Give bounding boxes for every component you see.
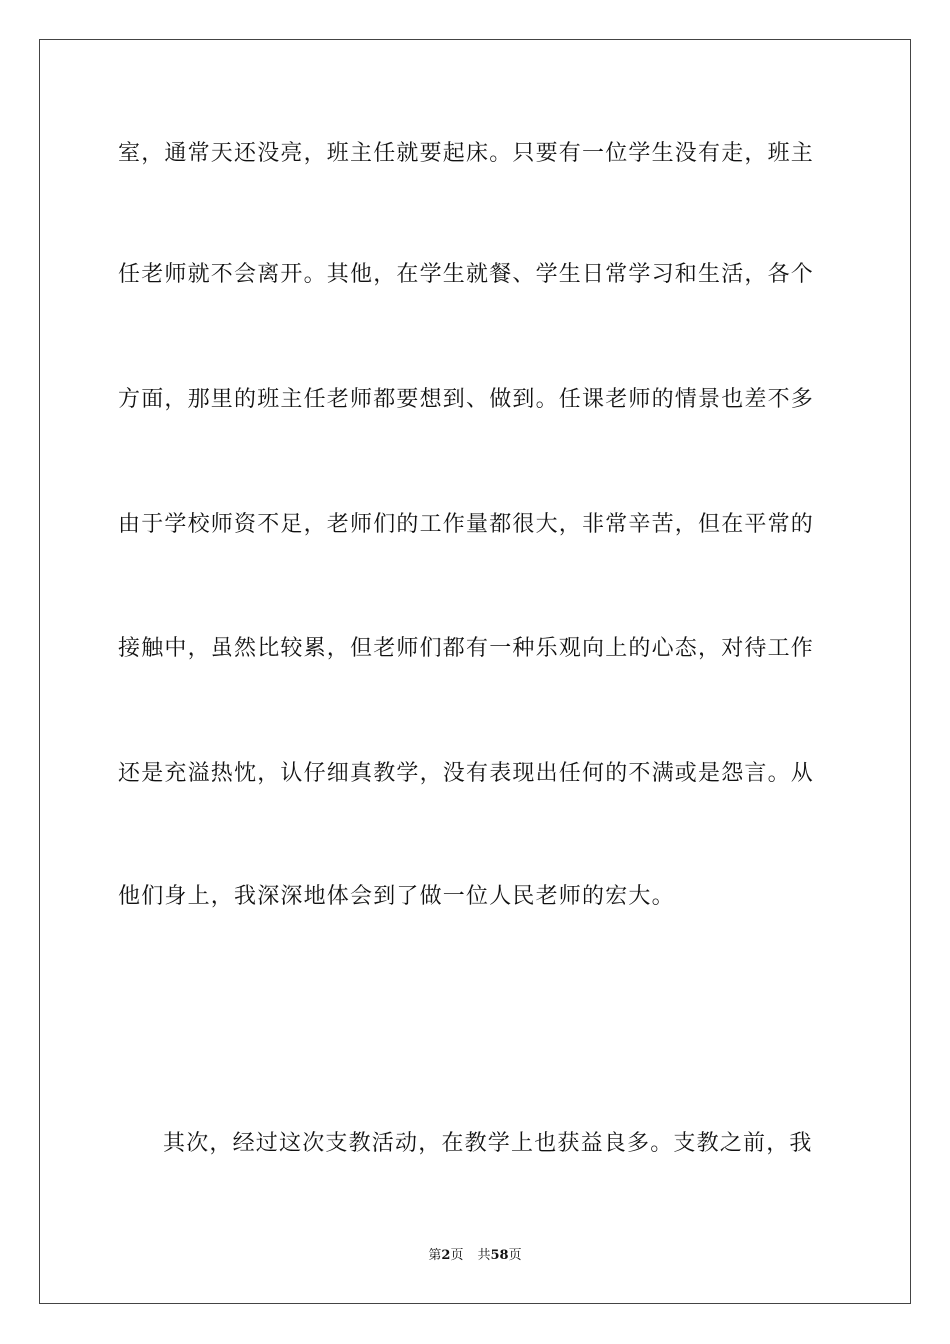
text-line-4: 由于学校师资不足，老师们的工作量都很大，非常辛苦，但在平常的: [118, 512, 815, 537]
text-line-3: 方面，那里的班主任老师都要想到、做到。任课老师的情景也差不多: [118, 387, 815, 412]
text-line-2: 任老师就不会离开。其他，在学生就餐、学生日常学习和生活，各个: [118, 262, 815, 287]
footer-total-number: 58: [490, 1248, 509, 1263]
footer-page-prefix: 第: [428, 1248, 442, 1263]
text-line-1: 室，通常天还没亮，班主任就要起床。只要有一位学生没有走，班主: [118, 141, 815, 166]
text-line-8: 其次，经过这次支教活动，在教学上也获益良多。支教之前，我: [163, 1131, 813, 1156]
footer-page-suffix: 页: [450, 1248, 464, 1263]
footer-total-suffix: 页: [508, 1248, 522, 1263]
text-line-6: 还是充溢热忱，认仔细真教学，没有表现出任何的不满或是怨言。从: [118, 761, 815, 786]
footer-total-prefix: 共: [477, 1248, 491, 1263]
page-footer: [0, 1247, 950, 1265]
text-line-7: 他们身上，我深深地体会到了做一位人民老师的宏大。: [118, 884, 675, 909]
text-line-5: 接触中，虽然比较累，但老师们都有一种乐观向上的心态，对待工作: [118, 636, 815, 661]
footer-page-number: 2: [441, 1248, 451, 1263]
page-border: [39, 39, 911, 1304]
